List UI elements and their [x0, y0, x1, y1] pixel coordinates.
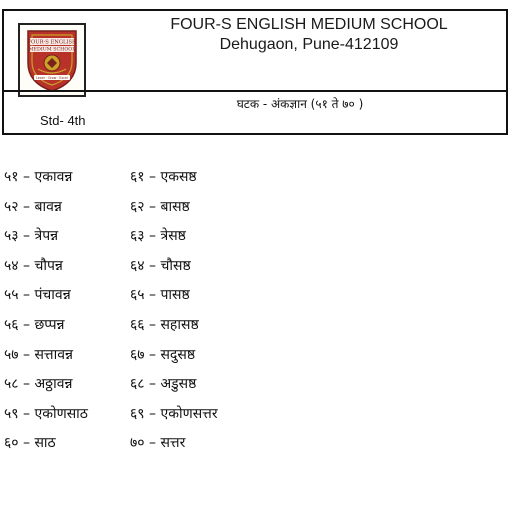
number-word-68: ६८ – अडुसष्ठ [130, 376, 197, 393]
number-word-53: ५३ – त्रेपन्न [4, 228, 59, 245]
number-word-65: ६५ – पासष्ठ [130, 287, 190, 304]
number-word-63: ६३ – त्रेसष्ठ [130, 228, 186, 245]
number-word-69: ६९ – एकोणसत्तर [130, 405, 218, 422]
number-word-60: ६० – साठ [4, 435, 56, 452]
school-crest-icon [18, 23, 86, 97]
logo-text-top: FOUR-S ENGLISH [27, 39, 77, 46]
number-row [0, 344, 512, 374]
number-word-54: ५४ – चौपन्न [4, 257, 63, 274]
header-divider [4, 90, 506, 92]
number-row [0, 403, 512, 433]
numbers-list [0, 166, 512, 462]
number-word-59: ५९ – एकोणसाठ [4, 405, 88, 422]
number-word-66: ६६ – सहासष्ठ [130, 316, 199, 333]
number-word-58: ५८ – अठ्ठावन्न [4, 376, 73, 393]
number-row [0, 432, 512, 462]
school-crest-svg [20, 25, 84, 95]
school-address: Dehugaon, Pune-412109 [219, 36, 399, 53]
number-row [0, 196, 512, 226]
unit-title: घटक - अंकज्ञान (५१ ते ७० ) [236, 97, 364, 111]
number-word-52: ५२ – बावन्न [4, 198, 62, 215]
number-word-55: ५५ – पंचावन्न [4, 287, 71, 304]
number-row [0, 255, 512, 285]
number-word-64: ६४ – चौसष्ठ [130, 257, 191, 274]
std-label: Std- 4th [40, 113, 86, 128]
number-word-56: ५६ – छप्पन्न [4, 316, 65, 333]
number-word-57: ५७ – सत्तावन्न [4, 346, 73, 363]
number-word-67: ६७ – सदुसष्ठ [130, 346, 196, 363]
number-row [0, 373, 512, 403]
number-word-70: ७० – सत्तर [130, 435, 186, 452]
logo-text-middle: MEDIUM SCHOOL [28, 47, 76, 53]
number-row [0, 166, 512, 196]
logo-motto: Learn · Grow · Excel [36, 76, 68, 80]
number-row [0, 314, 512, 344]
number-word-61: ६१ – एकसष्ठ [130, 169, 197, 185]
number-row [0, 225, 512, 255]
school-name: FOUR-S ENGLISH MEDIUM SCHOOL [170, 16, 448, 33]
number-row [0, 284, 512, 314]
number-word-62: ६२ – बासष्ठ [130, 198, 190, 215]
number-word-51: ५१ – एकावन्न [4, 169, 73, 185]
